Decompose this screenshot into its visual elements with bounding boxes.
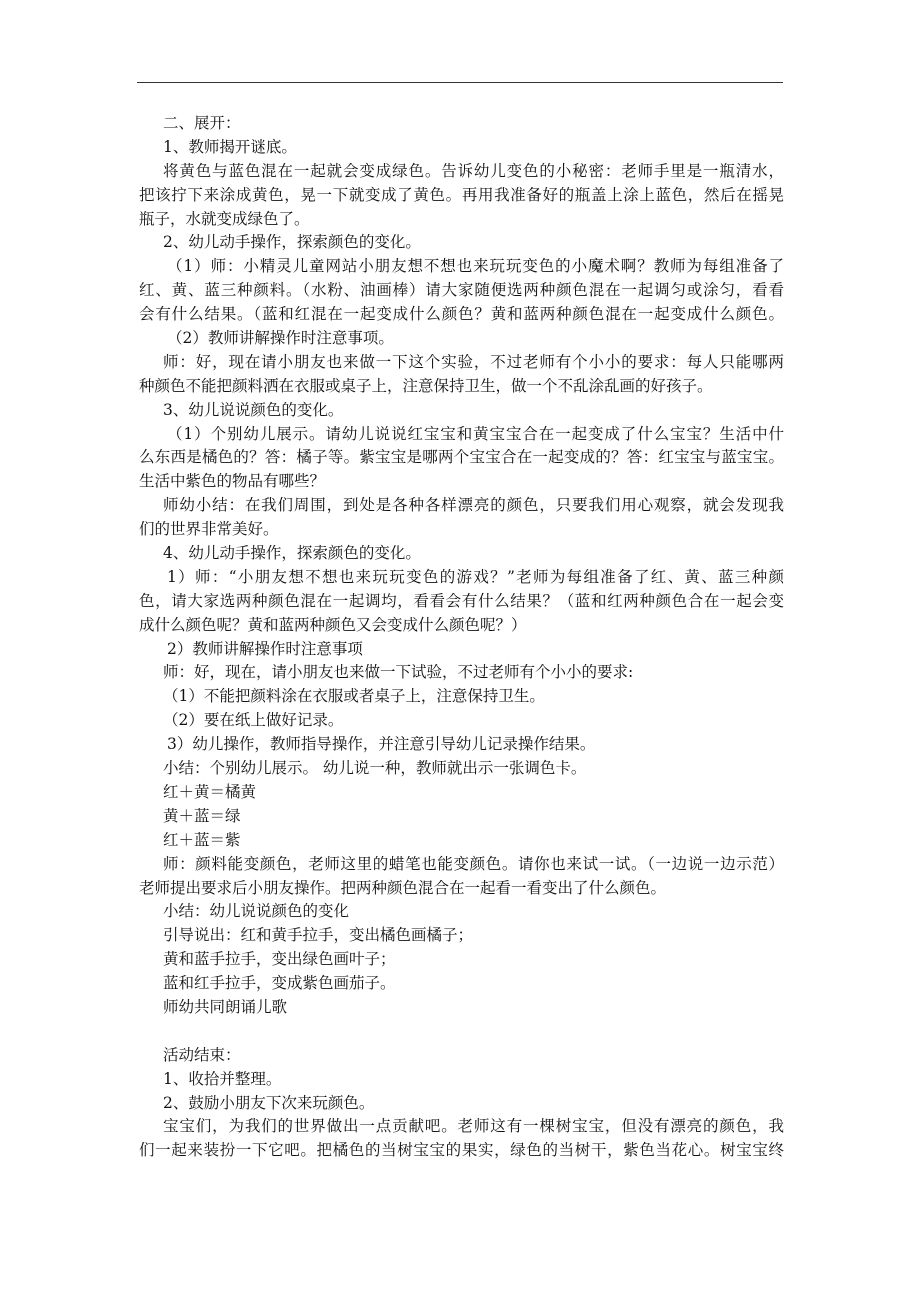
text-line: 将黄色与蓝色混在一起就会变成绿色。告诉幼儿变色的小秘密：老师手里是一瓶清水， [163, 161, 784, 180]
text-line: 么东西是橘色的？答：橘子等。紫宝宝是哪两个宝宝合在一起变成的？答：红宝宝与蓝宝宝。 [139, 448, 784, 467]
text-line: 3、幼儿说说颜色的变化。 [163, 400, 344, 419]
text-line: 师：好，现在，请小朋友也来做一下试验，不过老师有个小小的要求: [163, 663, 634, 682]
text-line: 种颜色不能把颜料洒在衣服或桌子上，注意保持卫生，做一个不乱涂乱画的好孩子。 [139, 376, 713, 395]
text-line: 们一起来装扮一下它吧。把橘色的当树宝宝的果实，绿色的当树干，紫色当花心。树宝宝终 [139, 1141, 784, 1160]
text-line: 小结：幼儿说说颜色的变化 [163, 902, 350, 921]
text-line: 黄和蓝手拉手，变出绿色画叶子； [163, 950, 396, 969]
text-line: 师：好，现在请小朋友也来做一下这个实验，不过老师有个小小的要求：每人只能哪两 [163, 352, 784, 371]
text-line: 瓶子，水就变成绿色了。 [139, 209, 310, 228]
text-line: 师：颜料能变颜色，老师这里的蜡笔也能变颜色。请你也来试一试。（一边说一边示范） [163, 854, 784, 873]
text-line: 1）师：“小朋友想不想也来玩玩变色的游戏？”老师为每组准备了红、黄、蓝三种颜 [167, 567, 784, 586]
text-line: 蓝和红手拉手，变成紫色画茄子。 [163, 974, 396, 993]
text-line: 引导说出：红和黄手拉手，变出橘色画橘子； [163, 926, 474, 945]
text-line: 小结：个别幼儿展示。 幼儿说一种，教师就出示一张调色卡。 [163, 759, 587, 778]
text-line: 1、教师揭开谜底。 [163, 137, 297, 156]
text-line: 2、幼儿动手操作，探索颜色的变化。 [163, 233, 421, 252]
text-line: （2）要在纸上做好记录。 [163, 711, 344, 730]
text-line: （1）师：小精灵儿童网站小朋友想不想也来玩玩变色的小魔术啊？教师为每组准备了 [167, 257, 784, 276]
text-line: （1）不能把颜料涂在衣服或者桌子上，注意保持卫生。 [163, 687, 545, 706]
header-rule [137, 82, 783, 83]
document-body [139, 112, 784, 1163]
text-line: 师幼共同朗诵儿歌 [163, 997, 288, 1016]
text-line: 色，请大家选两种颜色混在一起调均，看看会有什么结果？（蓝和红两种颜色合在一起会变 [139, 591, 784, 610]
text-line: 会有什么结果。（蓝和红混在一起变成什么颜色？黄和蓝两种颜色混在一起变成什么颜色。 [139, 305, 784, 324]
text-line: 生活中紫色的物品有哪些？ [139, 472, 326, 491]
text-line: 二、展开： [163, 114, 241, 132]
text-line: 红＋蓝＝紫 [163, 830, 241, 849]
text-line: 老师提出要求后小朋友操作。把两种颜色混合在一起看一看变出了什么颜色。 [139, 878, 667, 897]
text-line: 把该拧下来涂成黄色，晃一下就变成了黄色。再用我准备好的瓶盖上涂上蓝色，然后在摇晃 [139, 185, 784, 204]
text-line: （2）教师讲解操作时注意事项。 [167, 329, 394, 348]
text-line: 师幼小结：在我们周围，到处是各种各样漂亮的颜色，只要我们用心观察，就会发现我 [163, 496, 784, 515]
text-line: （1）个别幼儿展示。请幼儿说说红宝宝和黄宝宝合在一起变成了什么宝宝？生活中什 [167, 424, 784, 443]
blank-line [139, 1020, 784, 1044]
text-line: 2）教师讲解操作时注意事项 [167, 639, 363, 658]
text-line: 4、幼儿动手操作，探索颜色的变化。 [163, 544, 421, 563]
text-line: 宝宝们，为我们的世界做出一点贡献吧。老师这有一棵树宝宝，但没有漂亮的颜色，我 [163, 1117, 784, 1136]
text-line: 黄＋蓝＝绿 [163, 806, 241, 825]
text-line: 红＋黄＝橘黄 [163, 782, 257, 801]
text-line: 们的世界非常美好。 [139, 520, 279, 539]
text-line: 活动结束： [163, 1045, 241, 1064]
text-line: 3）幼儿操作，教师指导操作，并注意引导幼儿记录操作结果。 [167, 735, 596, 754]
text-line: 红、黄、蓝三种颜料。（水粉、油画棒）请大家随便选两种颜色混在一起调匀或涂匀，看看 [139, 281, 784, 300]
text-line: 成什么颜色呢？黄和蓝两种颜色又会变成什么颜色呢？） [139, 615, 527, 634]
text-line: 2、鼓励小朋友下次来玩颜色。 [163, 1093, 375, 1112]
text-line: 1、收拾并整理。 [163, 1069, 282, 1088]
